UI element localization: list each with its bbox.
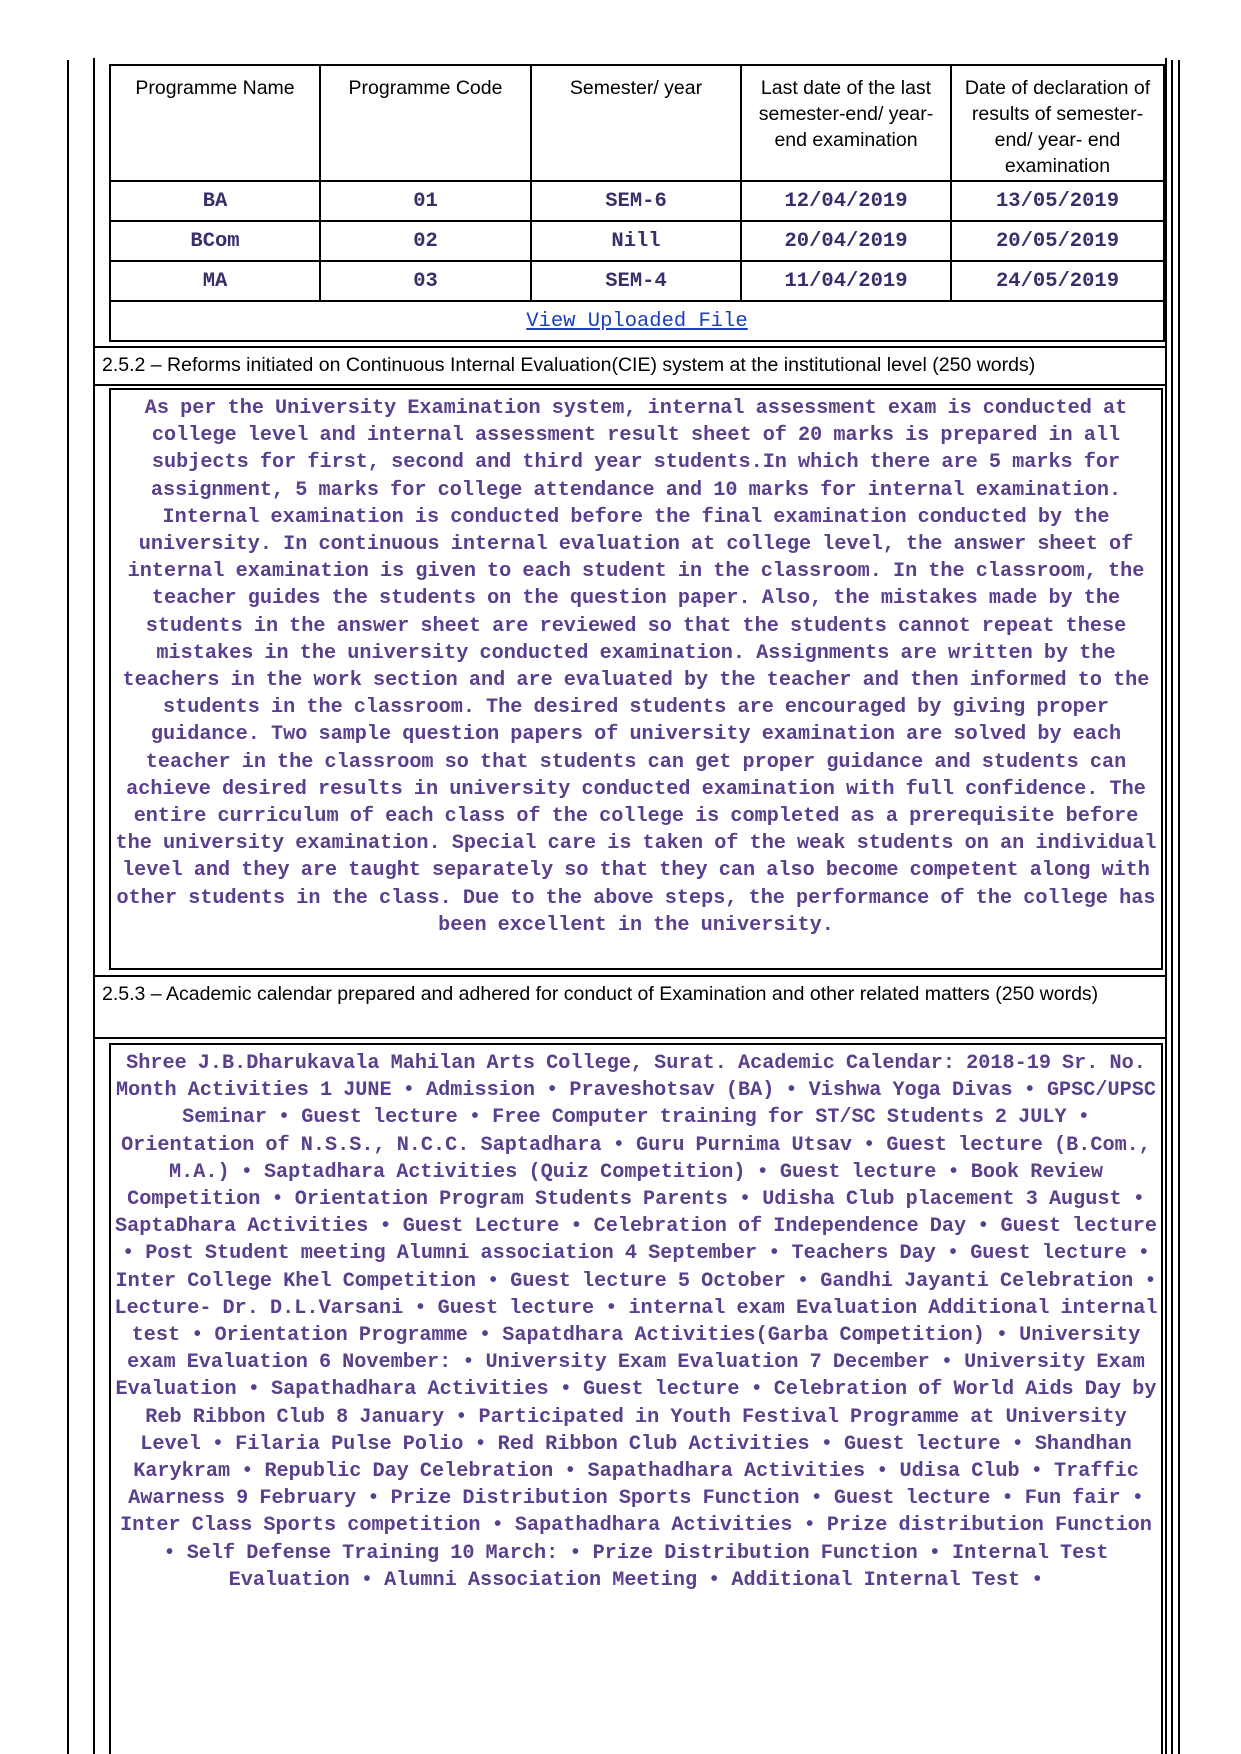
divider <box>95 384 1165 386</box>
divider <box>95 1037 1165 1039</box>
header-result-date: Date of declaration of results of semester- end/ year- end examination <box>951 65 1164 181</box>
header-last-exam-date: Last date of the last semester-end/ year- end examination <box>741 65 951 181</box>
section-252-body: As per the University Examination system, internal assessment exam is conducted at college level and internal assessment result sheet of 20 marks is prepared in all subjects for first, second and third year students.In which there are 5 marks for assignment, 5 marks for college attendance and 10 marks for internal examination. Internal examination is conducted before the final examination conducted by the university. In continuous internal evaluation at college level, the answer sheet of internal examination is given to each student in the classroom. In the classroom, the teacher guides the students on the question paper. Also, the mistakes made by the students in the answer sheet are reviewed so that the students cannot repeat these mistakes in the university conducted examination. Assignments are written by the teachers in the work section and are evaluated by the teacher and then informed to the students in the classroom. The desired students are encouraged by giving proper guidance. Two sample question papers of university examination are solved by each teacher in the classroom so that students can get proper guidance and students can achieve desired results in university conducted examination with full confidence. The entire curriculum of each class of the college is completed as a prerequisite before the university examination. Special care is taken of the weak students on an individual level and they are taught separately so that they can also become competent along with other students in the class. Due to the above steps, the performance of the college has been excellent in the university. <box>109 388 1163 970</box>
cell-semester: Nill <box>531 221 741 261</box>
section-253-body: Shree J.B.Dharukavala Mahilan Arts College, Surat. Academic Calendar: 2018-19 Sr. No. Month Activities 1 JUNE • Admission • Praveshotsav (BA) • Vishwa Yoga Divas • GPSC/UPSC Seminar • Guest lecture • Free Computer training for ST/SC Students 2 JULY • Orientation of N.S.S., N.C.C. Saptadhara • Guru Purnima Utsav • Guest lecture (B.Com., M.A.) • Saptadhara Activities (Quiz Competition) • Guest lecture • Book Review Competition • Orientation Program Students Parents • Udisha Club placement 3 August • SaptaDhara Activities • Guest Lecture • Celebration of Independence Day • Guest lecture • Post Student meeting Alumni association 4 September • Teachers Day • Guest lecture • Inter College Khel Competition • Guest lecture 5 October • Gandhi Jayanti Celebration • Lecture- Dr. D.L.Varsani • Guest lecture • internal exam Evaluation Additional internal test • Orientation Programme • Sapatdhara Activities(Garba Competition) • University exam Evaluation 6 November: • University Exam Evaluation 7 December • University Exam Evaluation • Sapathadhara Activities • Guest lecture • Celebration of World Aids Day by Reb Ribbon Club 8 January • Participated in Youth Festival Programme at University Level • Filaria Pulse Polio • Red Ribbon Club Activities • Guest lecture • Shandhan Karykram • Republic Day Celebration • Sapathadhara Activities • Udisa Club • Traffic Awarness 9 February • Prize Distribution Sports Function • Guest lecture • Fun fair • Inter Class Sports competition • Sapathadhara Activities • Prize distribution Function • Self Defense Training 10 March: • Prize Distribution Function • Internal Test Evaluation • Alumni Association Meeting • Additional Internal Test • <box>109 1043 1163 1754</box>
page-border-left <box>67 60 69 1754</box>
header-semester-year: Semester/ year <box>531 65 741 181</box>
table-row <box>110 261 1164 301</box>
page-border-right-outer <box>1178 60 1180 1754</box>
cell-result-date: 13/05/2019 <box>951 181 1164 221</box>
table-header-row <box>110 65 1164 181</box>
view-uploaded-file-link[interactable]: View Uploaded File <box>526 309 748 333</box>
section-253-heading: 2.5.3 – Academic calendar prepared and adhered for conduct of Examination and other related matters (250 words) <box>95 975 1165 1035</box>
cell-result-date: 24/05/2019 <box>951 261 1164 301</box>
cell-last-exam-date: 20/04/2019 <box>741 221 951 261</box>
cell-semester: SEM-6 <box>531 181 741 221</box>
table-row <box>110 181 1164 221</box>
cell-last-exam-date: 11/04/2019 <box>741 261 951 301</box>
results-table <box>109 64 1165 342</box>
cell-programme-code: 02 <box>320 221 531 261</box>
cell-result-date: 20/05/2019 <box>951 221 1164 261</box>
cell-last-exam-date: 12/04/2019 <box>741 181 951 221</box>
header-programme-name: Programme Name <box>110 65 320 181</box>
cell-programme-name: BCom <box>110 221 320 261</box>
header-programme-code: Programme Code <box>320 65 531 181</box>
table-row <box>110 221 1164 261</box>
cell-programme-code: 01 <box>320 181 531 221</box>
cell-programme-code: 03 <box>320 261 531 301</box>
section-252-heading: 2.5.2 – Reforms initiated on Continuous Internal Evaluation(CIE) system at the institutional level (250 words) <box>95 346 1165 384</box>
cell-semester: SEM-4 <box>531 261 741 301</box>
page-border-right-inner <box>1171 60 1173 1754</box>
table-link-row <box>110 301 1164 341</box>
cell-programme-name: MA <box>110 261 320 301</box>
cell-programme-name: BA <box>110 181 320 221</box>
